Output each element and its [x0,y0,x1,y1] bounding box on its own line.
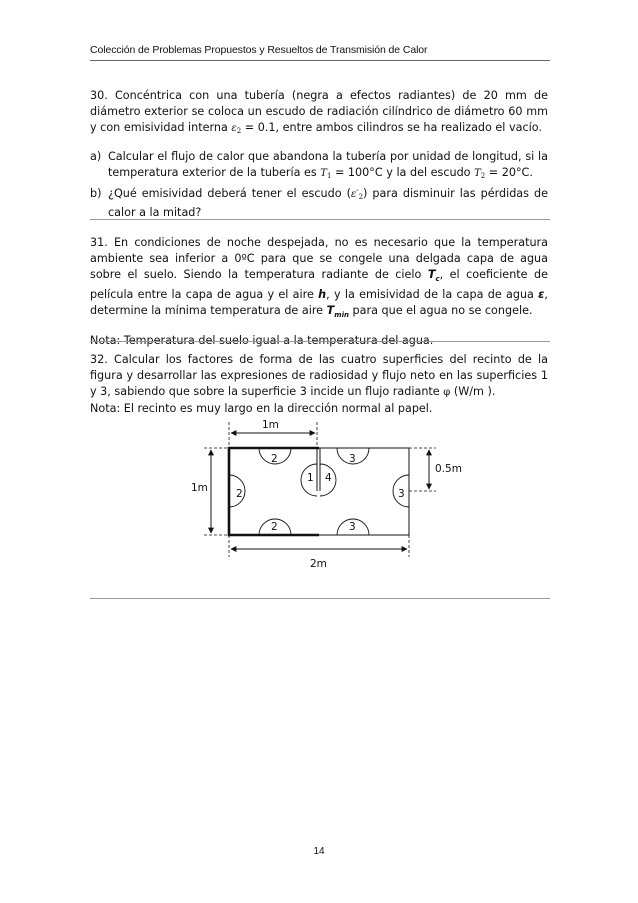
problem-30-intro: 30. Concéntrica con una tubería (negra a efectos radiantes) de 20 mm de diámetro exterior se coloca un escudo de radiación cilíndrico de diámetro 60 mm y con emisividad interna [90,89,548,134]
tmin-symbol: T [326,304,335,318]
t1-value: = 100°C [335,166,383,179]
t2-symbol: $T_2$ [474,168,486,180]
dimension-label-top: 1m [262,419,279,431]
part-b-text: ¿Qué emisividad deberá tener el escudo $(\varepsilon'_2)$ para disminuir las pérdidas de calor a la mitad? [108,187,548,219]
dimension-label-left: 1m [191,482,208,494]
page-number: 14 [313,846,325,857]
surface-label-top-left: 2 [271,453,278,465]
enclosure-outline [229,448,409,535]
part-b-label: b) [90,187,102,200]
problem-30-intro-end: , entre ambos cilindros se ha realizado el vacío. [275,121,542,134]
h-symbol: h [318,288,327,302]
t2-value: = 20°C [488,166,530,179]
surface-label-top-right: 3 [349,453,356,465]
dimension-label-bottom: 2m [310,558,327,570]
surface-label-left: 2 [236,488,243,500]
surface-label-bottom-right: 3 [349,521,356,533]
surface-label-right: 3 [398,488,405,500]
epsilon2-value: = 0.1 [244,121,276,134]
part-a-text: Calcular el flujo de calor que abandona la tubería por unidad de longitud, si la temperatura exterior de la tubería es $T_1 = 100^\circ C$ y la del escudo $T_2 = 20^\circ C$. [108,150,548,180]
part-a-label: a) [90,150,102,163]
running-header: Colección de Problemas Propuestos y Resueltos de Transmisión de Calor [90,44,428,56]
problem-31-statement: 31. En condiciones de noche despejada, no es necesario que la temperatura ambiente sea inferior a 0ºC para que se congele una delgada capa de agua sobre el suelo. Siendo la temperatura radiante de cielo $T_c$, el coeficiente de película entre la capa de agua y el aire h, y la emisividad de la capa de agua ε, determine la mínima temperatura de aire $T_{min}$ para que el agua no se congele. [90,236,548,320]
tc-symbol: T [427,268,436,281]
problem-32-statement: 32. Calcular los factores de forma de las cuatro superficies del recinto de la figura y desarrollar las expresiones de radiosidad y flujo neto en las superficies 1 y 3, sabiendo que sobre la superficie 3 incide un flujo radiante φ (W/m ). [90,353,548,398]
problem-32-note: Nota: El recinto es muy largo en la dirección normal al papel. [90,402,433,415]
epsilon2-symbol: $\varepsilon_2$ [231,123,242,135]
surface-label-4: 4 [325,472,332,484]
separator-end [90,598,550,599]
dimension-label-right: 0.5m [435,463,462,475]
epsilon-symbol: ε [538,288,545,302]
surface-label-bottom-left: 2 [271,521,278,533]
epsilon2-prime-symbol: $\varepsilon'_2$ [350,189,364,201]
t1-symbol: $T_1$ [320,168,332,180]
problem-31-note: Nota: Temperatura del suelo igual a la temperatura del agua. [90,334,434,348]
phi-symbol: φ [443,387,451,398]
surface-label-1: 1 [307,472,314,484]
